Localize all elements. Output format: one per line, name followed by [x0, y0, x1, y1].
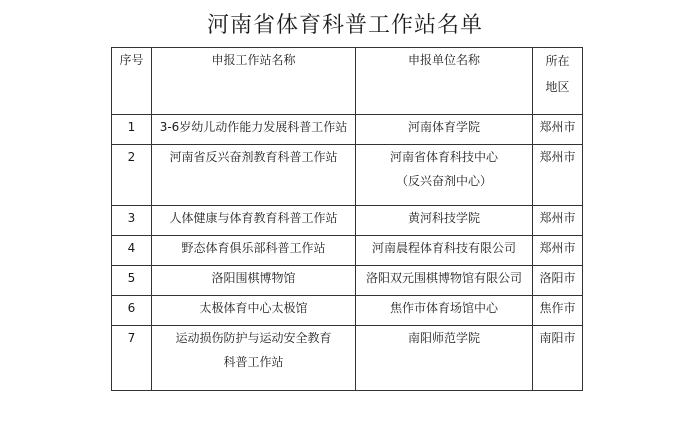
- table-row: [112, 236, 583, 266]
- row-station-name: [152, 206, 356, 236]
- row-station-name: [152, 145, 356, 206]
- row-unit-name: [356, 115, 533, 145]
- header-name: 申报工作站名称: [152, 48, 356, 115]
- table-row: [112, 145, 583, 206]
- row-area: 郑州市: [533, 115, 583, 145]
- row-station-name-line: 野态体育俱乐部科普工作站: [181, 241, 326, 255]
- header-no: 序号: [112, 48, 152, 115]
- header-area-line1: 所在: [545, 54, 570, 68]
- row-area: 郑州市: [533, 236, 583, 266]
- row-area: 郑州市: [533, 145, 583, 206]
- row-unit-name-line: 河南体育学院: [407, 120, 480, 134]
- table-row: [112, 296, 583, 326]
- row-station-name: [152, 266, 356, 296]
- row-station-name-line: 3-6岁幼儿动作能力发展科普工作站: [159, 120, 348, 134]
- row-unit-name-line: 黄河科技学院: [407, 211, 480, 225]
- document-title: 河南省体育科普工作站名单: [206, 13, 483, 38]
- row-no: 6: [112, 296, 152, 326]
- row-area: 焦作市: [533, 296, 583, 326]
- table-row: [112, 266, 583, 296]
- row-area: 南阳市: [533, 326, 583, 391]
- row-station-name-line: 洛阳围棋博物馆: [211, 271, 296, 285]
- row-unit-name: [356, 296, 533, 326]
- row-unit-name-line: 南阳师范学院: [407, 331, 480, 345]
- row-station-name-line: 河南省反兴奋剂教育科普工作站: [169, 150, 338, 164]
- header-unit: 申报单位名称: [356, 48, 533, 115]
- table-row: [112, 115, 583, 145]
- row-no: 2: [112, 145, 152, 206]
- table-row: [112, 326, 583, 391]
- row-unit-name: [356, 206, 533, 236]
- workstation-table: [111, 47, 583, 391]
- row-no: 5: [112, 266, 152, 296]
- row-no: 3: [112, 206, 152, 236]
- row-station-name: [152, 326, 356, 391]
- row-station-name: [152, 296, 356, 326]
- row-unit-name-line: （反兴奋剂中心）: [395, 174, 492, 188]
- table-header-row: [112, 48, 583, 115]
- row-no: 1: [112, 115, 152, 145]
- row-area: 郑州市: [533, 206, 583, 236]
- table-row: [112, 206, 583, 236]
- row-station-name-line: 人体健康与体育教育科普工作站: [169, 211, 338, 225]
- row-area: 洛阳市: [533, 266, 583, 296]
- row-unit-name: [356, 145, 533, 206]
- row-station-name: [152, 115, 356, 145]
- header-area: [533, 48, 583, 115]
- row-unit-name-line: 洛阳双元围棋博物馆有限公司: [365, 271, 522, 285]
- row-station-name-line: 运动损伤防护与运动安全教育: [175, 331, 332, 345]
- row-station-name-line: 太极体育中心太极馆: [199, 301, 308, 315]
- row-unit-name: [356, 326, 533, 391]
- row-unit-name: [356, 236, 533, 266]
- header-area-line2: 地区: [545, 80, 570, 94]
- row-station-name-line: 科普工作站: [223, 355, 284, 369]
- row-no: 7: [112, 326, 152, 391]
- row-station-name: [152, 236, 356, 266]
- row-no: 4: [112, 236, 152, 266]
- row-unit-name-line: 焦作市体育场馆中心: [389, 301, 498, 315]
- row-unit-name-line: 河南晨程体育科技有限公司: [371, 241, 516, 255]
- row-unit-name: [356, 266, 533, 296]
- row-unit-name-line: 河南省体育科技中心: [389, 150, 498, 164]
